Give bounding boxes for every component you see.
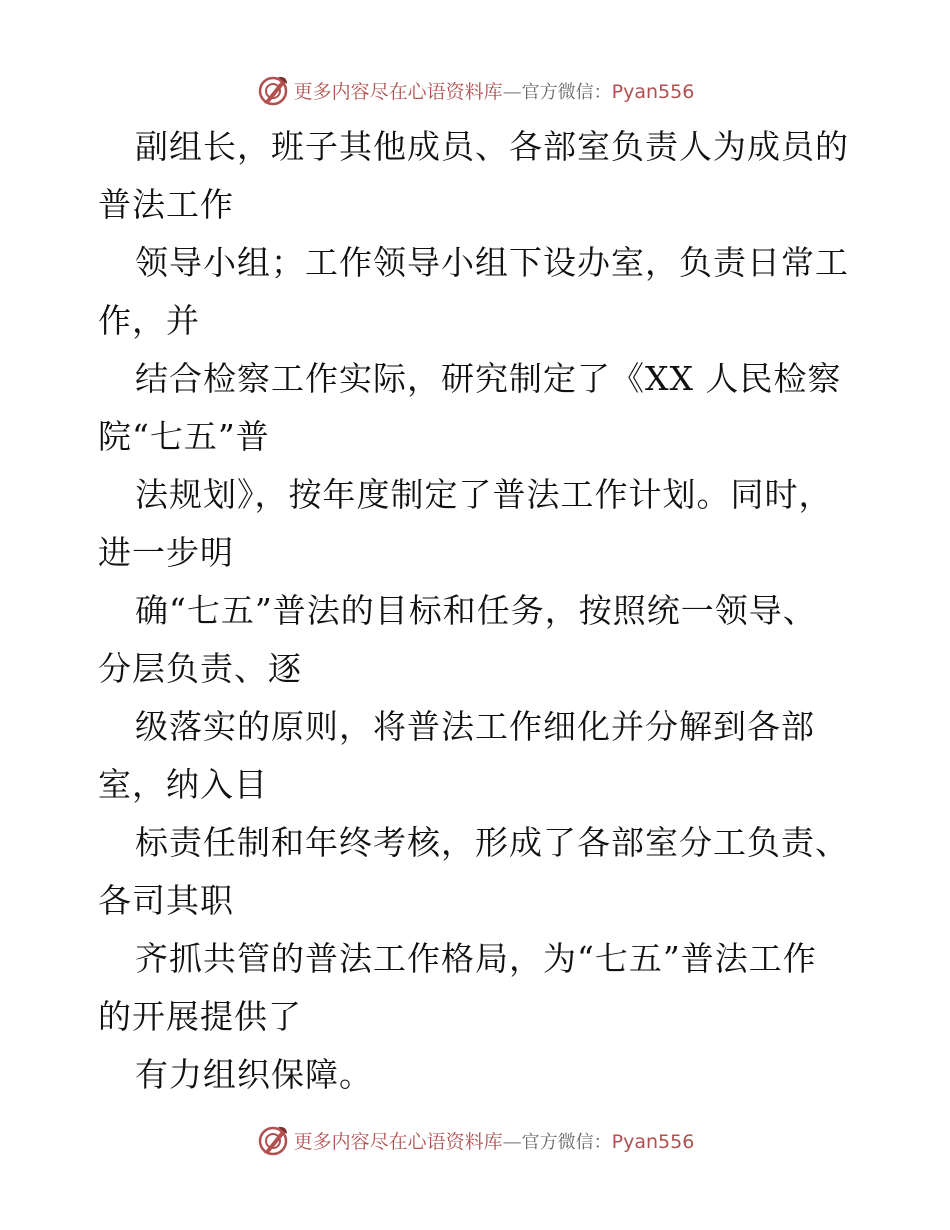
text-line: 各司其职 [98,881,234,920]
text-line: 领导小组；工作领导小组下设办室，负责日常工 [135,243,849,282]
text-line: 院“七五”普 [98,417,270,456]
text-line: 有力组织保障。 [135,1055,373,1094]
text-line: 法规划》，按年度制定了普法工作计划。同时， [135,475,833,514]
text-line: 的开展提供了 [98,997,302,1036]
text-line: 标责任制和年终考核，形成了各部室分工负责、 [135,823,849,862]
text-line: 级落实的原则，将普法工作细化并分解到各部 [135,707,815,746]
quill-logo-icon [256,1123,290,1157]
text-line: 普法工作 [98,185,234,224]
header-watermark [0,70,950,110]
text-line: 作，并 [98,301,200,340]
text-line: 齐抓共管的普法工作格局，为“七五”普法工作 [135,939,817,978]
watermark-text: 更多内容尽在心语资料库—官方微信：Pyan556 [293,1130,695,1153]
quill-logo-icon [256,73,290,107]
document-body [98,118,858,1104]
text-line: 副组长，班子其他成员、各部室负责人为成员的 [135,127,849,166]
footer-watermark [0,1120,950,1160]
text-line: 分层负责、逐 [98,649,302,688]
text-line: 室，纳入目 [98,765,268,804]
text-line: 确“七五”普法的目标和任务，按照统一领导、 [135,591,817,630]
text-line: 进一步明 [98,533,234,572]
text-line: 结合检察工作实际，研究制定了《XX 人民检察 [135,359,842,398]
watermark-text: 更多内容尽在心语资料库—官方微信：Pyan556 [293,80,695,103]
